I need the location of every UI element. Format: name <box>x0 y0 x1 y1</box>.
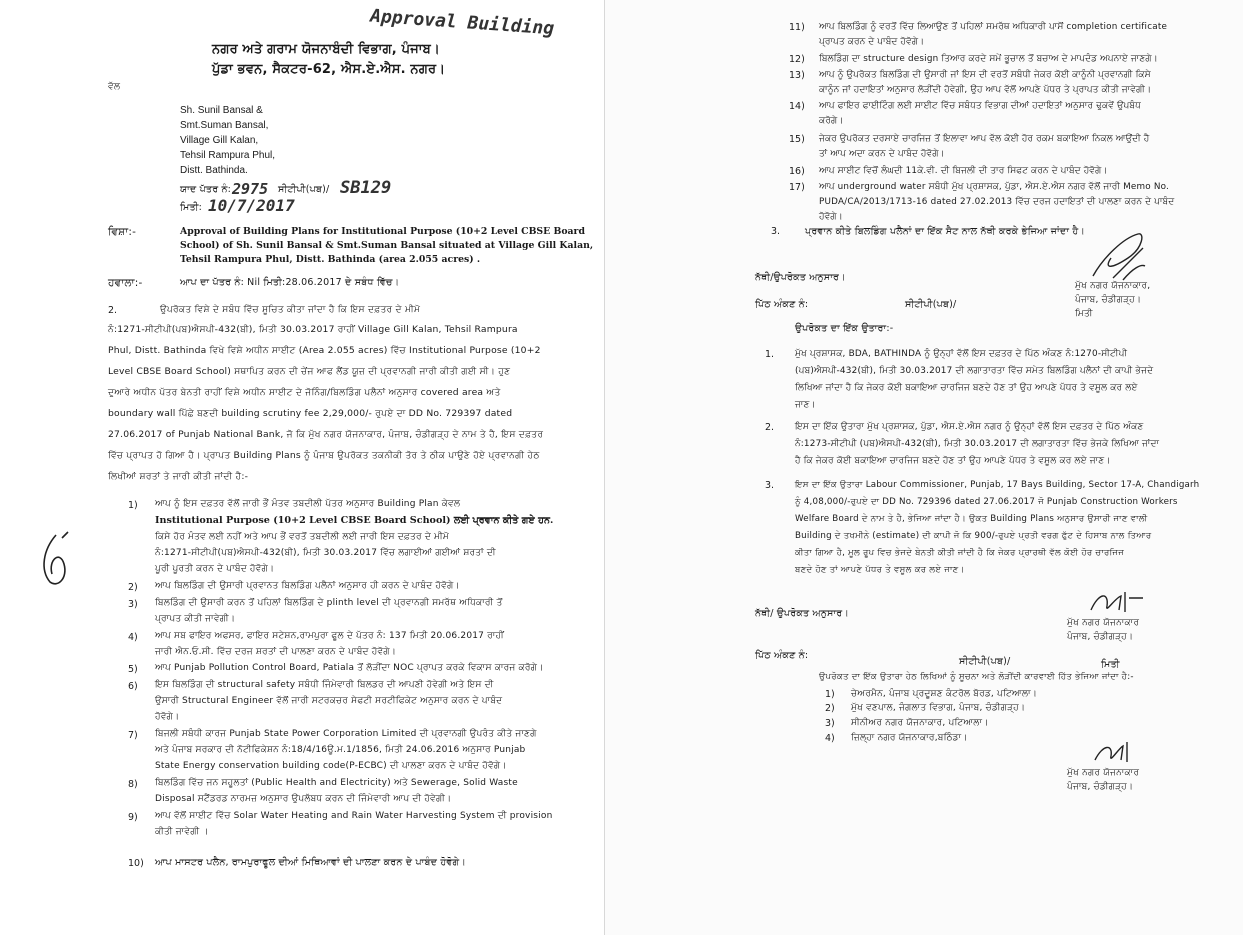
copy-line: ਨੰ:1273-ਸੀਟੀਪੀ (ਪਬ)ਐਸਪੀ-432(ਬੀ), ਮਿਤੀ 30.03.2017 ਦੀ ਲਗਾਤਾਰਤਾ ਵਿੱਚ ਭੇਜਕੇ ਲਿਖਿਆ ਜਾਂਦਾ <box>795 439 1160 449</box>
signatory-title: ਮੁੱਖ ਨਗਰ ਯੋਜਨਾਕਾਰ, <box>1075 281 1151 291</box>
condition-line: Disposal ਸਟੈਂਡਰਡ ਨਾਰਮਜ਼ ਅਨੁਸਾਰ ਉਪਲੱਬਧ ਕਰਨ ਦੀ ਜਿੰਮੇਵਾਰੀ ਆਪ ਦੀ ਹੋਵੇਗੀ। <box>155 794 452 804</box>
condition-number: 14) <box>789 101 805 112</box>
condition-line: ਕਾਨੂੰਨ ਜਾਂ ਹਦਾਇਤਾਂ ਅਨੁਸਾਰ ਲੋੜੀਂਦੀ ਹੋਵੇਗੀ, ਉਹ ਆਪ ਵੱਲੋਂ ਆਪਣੇ ਪੱਧਰ ਤੇ ਪ੍ਰਾਪਤ ਕੀਤੀ ਜਾਵੇਗੀ। <box>819 85 1152 95</box>
signatory-title: ਮੁੱਖ ਨਗਰ ਯੋਜਨਾਕਾਰ <box>1067 618 1140 628</box>
condition-line: ਪ੍ਰਾਪਤ ਕਰਨ ਦੇ ਪਾਬੰਦ ਹੋਵੋਗੇ। <box>819 37 925 47</box>
copy-line: ਲਿਖਿਆ ਜਾਂਦਾ ਹੈ ਕਿ ਜੇਕਰ ਕੋਈ ਬਕਾਇਆ ਚਾਰਜਿਜ ਬਣਦੇ ਹੋਣ ਤਾਂ ਉਹ ਆਪਣੇ ਪੱਧਰ ਤੇ ਵਸੂਲ ਕਰ ਲਏ <box>795 383 1138 393</box>
copy-line: (ਪਬ)ਐਸਪੀ-432(ਬੀ), ਮਿਤੀ 30.03.2017 ਦੀ ਲਗਾਤਾਰਤਾ ਵਿੱਚ ਸਮੇਤ ਬਿਲਡਿੰਗ ਪਲੈਨਾਂ ਦੀ ਕਾਪੀ ਭੇਜਦੇ <box>795 366 1154 376</box>
signature-icon <box>1091 740 1141 768</box>
condition-line: ਆਪ ਨੂੰ ਉਪਰੋਕਤ ਬਿਲਡਿੰਗ ਦੀ ਉਸਾਰੀ ਜਾਂ ਇਸ ਦੀ ਵਰਤੋਂ ਸਬੰਧੀ ਜੇਕਰ ਕੋਈ ਕਾਨੂੰਨੀ ਪ੍ਰਵਾਨਗੀ ਕਿਸੇ <box>819 70 1151 80</box>
condition-number: 9) <box>128 812 138 823</box>
memo-label: ਯਾਦ ਪੱਤਰ ਨੰ: <box>180 184 232 195</box>
condition-number: 16) <box>789 166 805 177</box>
para-line: ਉਪਰੋਕਤ ਵਿਸ਼ੇ ਦੇ ਸਬੰਧ ਵਿੱਚ ਸੂਚਿਤ ਕੀਤਾ ਜਾਂਦਾ ਹੈ ਕਿ ਇਸ ਦਫ਼ਤਰ ਦੇ ਮੀਮੋ <box>160 304 421 315</box>
signatory-place: ਪੰਜਾਬ, ਚੰਡੀਗੜ੍ਹ। <box>1067 632 1134 642</box>
condition-line: State Energy conservation building code(P-ECBC) ਦੀ ਪਾਲਣਾ ਕਰਨ ਦੇ ਪਾਬੰਦ ਹੋਵੋਗੇ। <box>155 761 507 771</box>
recipient-number: 3) <box>825 718 835 729</box>
para-line: ਦੁਆਰੇ ਅਧੀਨ ਪੱਤਰ ਬੇਨਤੀ ਰਾਹੀਂ ਵਿਸ਼ੇ ਅਧੀਨ ਸਾਈਟ ਦੇ ਜੋਨਿੰਗ/ਬਿਲਡਿੰਗ ਪਲੈਨਾਂ ਅਨੁਸਾਰ covered area ਅਤੇ <box>108 387 501 398</box>
condition-line: ਬਿਜਲੀ ਸਬੰਧੀ ਕਾਰਜ Punjab State Power Corporation Limited ਦੀ ਪ੍ਰਵਾਨਗੀ ਉਪਰੰਤ ਕੀਤੇ ਜਾਣਗੇ <box>155 729 537 739</box>
addressee-line: Distt. Bathinda. <box>180 165 248 176</box>
condition-line: ਆਪ ਵੱਲੋਂ ਸਾਈਟ ਵਿੱਚ Solar Water Heating and Rain Water Harvesting System ਦੀ provision <box>155 811 553 821</box>
recipient-number: 4) <box>825 733 835 744</box>
condition-line: ਜਾਰੀ ਐਨ.ਓ.ਸੀ. ਵਿੱਚ ਦਰਜ ਸ਼ਰਤਾਂ ਦੀ ਪਾਲਣਾ ਕਰਨ ਦੇ ਪਾਬੰਦ ਹੋਵੋਗੇ। <box>155 647 397 657</box>
condition-number: 8) <box>128 779 138 790</box>
para-line: Phul, Distt. Bathinda ਵਿਖੇ ਵਿਸ਼ੇ ਅਧੀਨ ਸਾਈਟ (Area 2.055 acres) ਵਿੱਚ Institutional Purpose (10+2 <box>108 345 541 356</box>
condition-number: 5) <box>128 664 138 675</box>
condition-line: ਕਰੋਗੇ। <box>819 116 844 126</box>
left-page <box>0 0 600 935</box>
condition-number: 10) <box>128 858 144 869</box>
signatory-date-label: ਮਿਤੀ <box>1075 309 1093 319</box>
signatory-place: ਪੰਜਾਬ, ਚੰਡੀਗੜ੍ਹ। <box>1075 295 1142 305</box>
recipient-number: 2) <box>825 703 835 714</box>
para-line: Level CBSE Board School) ਸਥਾਪਿਤ ਕਰਨ ਦੀ ਚੇਂਜ ਆਫ ਲੈਂਡ ਯੂਜ਼ ਦੀ ਪ੍ਰਵਾਨਗੀ ਜਾਰੀ ਕੀਤੀ ਗਈ ਸੀ। ਹੁਣ <box>108 366 511 377</box>
recipient-text: ਚੇਅਰਮੈਨ, ਪੰਜਾਬ ਪ੍ਰਦੂਸ਼ਣ ਕੰਟਰੋਲ ਬੋਰਡ, ਪਟਿਆਲਾ। <box>851 689 1038 699</box>
recipient-number: 1) <box>825 689 835 700</box>
condition-number: 3) <box>128 599 138 610</box>
condition-number: 7) <box>128 730 138 741</box>
right-page <box>604 0 1243 935</box>
condition-number: 4) <box>128 632 138 643</box>
condition-line: ਬਿਲਡਿੰਗ ਦਾ structure design ਤਿਆਰ ਕਰਦੇ ਸਮੇਂ ਭੂਚਾਲ ਤੋਂ ਬਚਾਅ ਦੇ ਮਾਪਦੰਡ ਅਪਨਾਏ ਜਾਣਗੇ। <box>819 54 1158 64</box>
condition-number: 15) <box>789 134 805 145</box>
copy-line: Building ਦੇ ਤਖਮੀਨੇ (estimate) ਦੀ ਕਾਪੀ ਜੋ ਕਿ 900/-ਰੁਪਏ ਪ੍ਰਤੀ ਵਰਗ ਫੁੱਟ ਦੇ ਹਿਸਾਬ ਨਾਲ ਤਿਆਰ <box>795 531 1152 541</box>
copy-line: ਹੈ ਕਿ ਜੇਕਰ ਕੋਈ ਬਕਾਇਆ ਚਾਰਜਿਜ ਬਣਦੇ ਹੋਣ ਤਾਂ ਉਹ ਆਪਣੇ ਪੱਧਰ ਤੇ ਵਸੂਲ ਕਰ ਲਏ ਜਾਣ। <box>795 456 1111 466</box>
condition-line: ਉਸਾਰੀ Structural Engineer ਵੱਲੋਂ ਜਾਰੀ ਸਟਰਕਚਰ ਸੇਫਟੀ ਸਰਟੀਫਿਕੇਟ ਅਨੁਸਾਰ ਕਰਨ ਦੇ ਪਾਬੰਦ <box>155 696 503 706</box>
condition-line: ਕੀਤੀ ਜਾਵੇਗੀ । <box>155 827 209 837</box>
condition-line: ਅਤੇ ਪੰਜਾਬ ਸਰਕਾਰ ਦੀ ਨੋਟੀਫਿਕੇਸ਼ਨ ਨੰ:18/4/16ਊ.ਮ.1/1856, ਮਿਤੀ 24.06.2016 ਅਨੁਸਾਰ Punjab <box>155 745 526 755</box>
handwritten-note: Approval Building <box>369 5 555 40</box>
memo-date-label: ਮਿਤੀ: <box>180 202 203 213</box>
department-address: ਪੁੱਡਾ ਭਵਨ, ਸੈਕਟਰ-62, ਐਸ.ਏ.ਐਸ. ਨਗਰ। <box>212 62 446 77</box>
copy-line: ਕੀਤਾ ਗਿਆ ਹੈ, ਮੂਲ ਰੂਪ ਵਿਚ ਭੇਜਦੇ ਬੇਨਤੀ ਕੀਤੀ ਜਾਂਦੀ ਹੈ ਕਿ ਜੇਕਰ ਪ੍ਰਾਰਥੀ ਵੱਲ ਕੋਈ ਹੋਰ ਚਾਰਜਿਜ <box>795 548 1125 558</box>
condition-line: ਆਪ ਫਾਇਰ ਫਾਈਟਿੰਗ ਲਈ ਸਾਈਟ ਵਿੱਚ ਸਬੰਧਤ ਵਿਭਾਗ ਦੀਆਂ ਹਦਾਇਤਾਂ ਅਨੁਸਾਰ ਢੁਕਵੇਂ ਉਪਬੰਧ <box>819 101 1141 111</box>
para-line: ਨੰ:1271-ਸੀਟੀਪੀ(ਪਬ)ਐਸਪੀ-432(ਬੀ), ਮਿਤੀ 30.03.2017 ਰਾਹੀਂ Village Gill Kalan, Tehsil Rampura <box>108 324 518 335</box>
condition-number: 13) <box>789 70 805 81</box>
condition-line: ਤਾਂ ਆਪ ਅਦਾ ਕਰਨ ਦੇ ਪਾਬੰਦ ਹੋਵੋਗੇ। <box>819 149 945 159</box>
condition-line: ਆਪ ਬਿਲਡਿੰਗ ਨੂੰ ਵਰਤੋਂ ਵਿੱਚ ਲਿਆਉਣ ਤੋਂ ਪਹਿਲਾਂ ਸਮਰੱਥ ਅਧਿਕਾਰੀ ਪਾਸੋਂ completion certificate <box>819 22 1168 32</box>
recipient-text: ਮੁੱਖ ਵਣਪਾਲ, ਜੰਗਲਾਤ ਵਿਭਾਗ, ਪੰਜਾਬ, ਚੰਡੀਗੜ੍ਹ। <box>851 703 1026 713</box>
recipient-text: ਸੀਨੀਅਰ ਨਗਰ ਯੋਜਨਾਕਾਰ, ਪਟਿਆਲਾ। <box>851 718 989 728</box>
condition-line: ਬਿਲਡਿੰਗ ਦੀ ਉਸਾਰੀ ਕਰਨ ਤੋਂ ਪਹਿਲਾਂ ਬਿਲਡਿੰਗ ਦੇ plinth level ਦੀ ਪ੍ਰਵਾਨਗੀ ਸਮਰੱਥ ਅਧਿਕਾਰੀ ਤੋਂ <box>155 598 503 608</box>
signature-icon <box>1085 588 1145 618</box>
recipient-text: ਜ਼ਿਲ੍ਹਾ ਨਗਰ ਯੋਜਨਾਕਾਰ,ਬਠਿੰਡਾ। <box>851 733 968 743</box>
copy-line: ਇਸ ਦਾ ਇੱਕ ਉਤਾਰਾ Labour Commissioner, Punjab, 17 Bays Building, Sector 17-A, Chandigarh <box>795 480 1200 490</box>
copy-intro: ਉਪਰੋਕਤ ਦਾ ਇੱਕ ਉਤਾਰਾ ਹੇਠ ਲਿਖਿਆਂ ਨੂੰ ਸੂਚਨਾ ਅਤੇ ਲੋੜੀਂਦੀ ਕਾਰਵਾਈ ਹਿੱਤ ਭੇਜਿਆ ਜਾਂਦਾ ਹੈ:- <box>819 672 1134 682</box>
copy-line: ਨੂੰ 4,08,000/-ਰੁਪਏ ਦਾ DD No. 729396 dated 27.06.2017 ਜੋ Punjab Construction Workers <box>795 497 1178 507</box>
copy-number: 2. <box>765 422 775 433</box>
para-3-text: ਪ੍ਰਵਾਨ ਕੀਤੇ ਬਿਲਡਿੰਗ ਪਲੈਨਾਂ ਦਾ ਇੱਕ ਸੈਟ ਨਾਲ ਨੱਥੀ ਕਰਕੇ ਭੇਜਿਆ ਜਾਂਦਾ ਹੈ। <box>805 226 1085 237</box>
subject-line: Approval of Building Plans for Institutional Purpose (10+2 Level CBSE Board <box>180 226 585 237</box>
para-number: 2. <box>108 305 118 316</box>
para-line: ਵਿੱਚ ਪ੍ਰਾਪਤ ਹੋ ਗਿਆ ਹੈ। ਪ੍ਰਾਪਤ Building Plans ਨੂੰ ਪੰਜਾਬ ਉਪਰੋਕਤ ਤਕਨੀਕੀ ਤੋਰ ਤੇ ਠੀਕ ਪਾਉਣੇ ਹੋਏ ਪ੍ਰਵਾਨਗੀ ਹੇਠ <box>108 450 540 461</box>
memo-number-handwritten: 2975 <box>232 180 269 198</box>
condition-line: ਆਪ ਸਾਈਟ ਵਿਚੋਂ ਲੰਘਦੀ 11ਕੇ.ਵੀ. ਦੀ ਬਿਜਲੀ ਦੀ ਤਾਰ ਸਿਫਟ ਕਰਨ ਦੇ ਪਾਬੰਦ ਹੋਵੋਗੇ। <box>819 166 1108 176</box>
condition-line: PUDA/CA/2013/1713-16 dated 27.02.2013 ਵਿੱਚ ਦਰਜ ਹਦਾਇਤਾਂ ਦੀ ਪਾਲਣਾ ਕਰਨ ਦੇ ਪਾਬੰਦ <box>819 197 1175 207</box>
to-label: ਵੱਲ <box>108 82 121 92</box>
enclosure-note: ਨੱਥੀ/ਉਪਰੋਕਤ ਅਨੁਸਾਰ। <box>755 272 846 283</box>
condition-line: ਕਿਸੇ ਹੋਰ ਮੰਤਵ ਲਈ ਨਹੀਂ ਅਤੇ ਆਪ ਭੌਂ ਵਰਤੋਂ ਤਬਦੀਲੀ ਲਈ ਜਾਰੀ ਇਸ ਦਫ਼ਤਰ ਦੇ ਮੀਮੋ <box>155 532 449 542</box>
condition-line: ਜੇਕਰ ਉਪਰੋਕਤ ਦਰਸਾਏ ਚਾਰਜਿਜ਼ ਤੋਂ ਇਲਾਵਾ ਆਪ ਵੱਲ ਕੋਈ ਹੋਰ ਰਕਮ ਬਕਾਇਆ ਨਿਕਲ ਆਉਂਦੀ ਹੈ <box>819 134 1150 144</box>
addressee-line: Tehsil Rampura Phul, <box>180 150 276 161</box>
para-number: 3. <box>771 226 781 237</box>
condition-number: 6) <box>128 681 138 692</box>
condition-line: ਹੋਵੋਗੇ। <box>155 712 180 722</box>
condition-line: ਪ੍ਰਾਪਤ ਕੀਤੀ ਜਾਵੇਗੀ। <box>155 614 236 624</box>
endorsement-label: ਪਿੱਠ ਅੰਕਣ ਨੰ: <box>755 299 809 310</box>
memo-date-handwritten: 10/7/2017 <box>208 196 295 215</box>
reference-text: ਆਪ ਦਾ ਪੱਤਰ ਨੰ: Nil ਮਿਤੀ:28.06.2017 ਦੇ ਸਬੰਧ ਵਿੱਚ। <box>180 277 400 288</box>
addressee-line: Smt.Suman Bansal, <box>180 120 269 131</box>
endorsement-number: ਸੀਟੀਪੀ(ਪਬ)/ <box>959 656 1011 667</box>
signatory-place: ਪੰਜਾਬ, ਚੰਡੀਗੜ੍ਹ। <box>1067 782 1134 792</box>
copy-line: ਮੁੱਖ ਪ੍ਰਸ਼ਾਸਕ, BDA, BATHINDA ਨੂੰ ਉਨ੍ਹਾਂ ਵੱਲੋਂ ਇਸ ਦਫ਼ਤਰ ਦੇ ਪਿੱਠ ਅੰਕਣ ਨੰ:1270-ਸੀਟੀਪੀ <box>795 349 1128 359</box>
condition-line: ਆਪ underground water ਸਬੰਧੀ ਮੁੱਖ ਪ੍ਰਸ਼ਾਸਕ, ਪੁੱਡਾ, ਐਸ.ਏ.ਐਸ ਨਗਰ ਵੱਲੋਂ ਜਾਰੀ Memo No. <box>819 182 1170 192</box>
copy-intro: ਉਪਰੋਕਤ ਦਾ ਇੱਕ ਉਤਾਰਾ:- <box>795 323 894 334</box>
addressee-line: Sh. Sunil Bansal & <box>180 105 263 116</box>
signature-icon <box>1083 228 1153 283</box>
department-name: ਨਗਰ ਅਤੇ ਗਰਾਮ ਯੋਜਨਾਬੰਦੀ ਵਿਭਾਗ, ਪੰਜਾਬ। <box>212 42 440 57</box>
condition-line: ਪੂਰੀ ਪੂਰਤੀ ਕਰਨ ਦੇ ਪਾਬੰਦ ਹੋਵੋਗੇ। <box>155 564 275 574</box>
condition-line: ਆਪ ਮਾਸਟਰ ਪਲੈਨ, ਰਾਮਪੁਰਾਫੂਲ ਦੀਆਂ ਮਿਥਿਆਵਾਂ ਦੀ ਪਾਲਣਾ ਕਰਨ ਦੇ ਪਾਬੰਦ ਹੋਵੋਗੇ। <box>155 857 466 868</box>
condition-line: ਹੋਵੋਗੇ। <box>819 212 843 222</box>
margin-initials-icon <box>38 530 78 590</box>
condition-line: ਆਪ ਨੂੰ ਇਸ ਦਫ਼ਤਰ ਵੱਲੋਂ ਜਾਰੀ ਭੌਂ ਮੰਤਵ ਤਬਦੀਲੀ ਪੱਤਰ ਅਨੁਸਾਰ Building Plan ਕੇਵਲ <box>155 499 461 509</box>
signatory-title: ਮੁੱਖ ਨਗਰ ਯੋਜਨਾਕਾਰ <box>1067 768 1140 778</box>
condition-line: ਆਪ ਸਬ ਫਾਇਰ ਅਫਸਰ, ਫਾਇਰ ਸਟੇਸ਼ਨ,ਰਾਮਪੁਰਾ ਫੂਲ ਦੇ ਪੱਤਰ ਨੰ: 137 ਮਿਤੀ 20.06.2017 ਰਾਹੀਂ <box>155 631 504 641</box>
condition-line: ਆਪ ਬਿਲਡਿੰਗ ਦੀ ਉਸਾਰੀ ਪ੍ਰਵਾਨਤ ਬਿਲਡਿੰਗ ਪਲੈਨਾਂ ਅਨੁਸਾਰ ਹੀ ਕਰਨ ਦੇ ਪਾਬੰਦ ਹੋਵੋਗੇ। <box>155 581 460 591</box>
subject-line: School) of Sh. Sunil Bansal & Smt.Suman Bansal situated at Village Gill Kalan, <box>180 240 594 251</box>
endorsement-label: ਪਿੱਠ ਅੰਕਣ ਨੰ: <box>755 650 809 661</box>
memo-suffix-handwritten: SB129 <box>340 178 392 198</box>
condition-line: ਆਪ Punjab Pollution Control Board, Patiala ਤੋਂ ਲੋੜੀਂਦਾ NOC ਪ੍ਰਾਪਤ ਕਰਕੇ ਵਿਕਾਸ ਕਾਰਜ ਕਰੋਗੇ। <box>155 663 544 673</box>
copy-line: ਬਣਦੇ ਹੋਣ ਤਾਂ ਆਪਣੇ ਪੱਧਰ ਤੇ ਵਸੂਲ ਕਰ ਲਏ ਜਾਣ। <box>795 565 965 575</box>
condition-number: 1) <box>128 500 138 511</box>
copy-line: ਜਾਣ। <box>795 400 816 410</box>
endorsement-number: ਸੀਟੀਪੀ(ਪਬ)/ <box>905 299 957 310</box>
condition-line: ਨੰ:1271-ਸੀਟੀਪੀ(ਪਬ)ਐਸਪੀ-432(ਬੀ), ਮਿਤੀ 30.03.2017 ਵਿੱਚ ਲਗਾਈਆਂ ਗਈਆਂ ਸ਼ਰਤਾਂ ਦੀ <box>155 548 496 558</box>
condition-number: 2) <box>128 582 138 593</box>
addressee-line: Village Gill Kalan, <box>180 135 259 146</box>
enclosure-note: ਨੱਥੀ/ ਉਪਰੋਕਤ ਅਨੁਸਾਰ। <box>755 608 849 619</box>
memo-middle: ਸੀਟੀਪੀ(ਪਬ)/ <box>278 184 330 195</box>
condition-number: 17) <box>789 182 805 193</box>
condition-number: 11) <box>789 22 805 33</box>
condition-line: Institutional Purpose (10+2 Level CBSE Board School) ਲਈ ਪ੍ਰਵਾਨ ਕੀਤੇ ਗਏ ਹਨ. <box>155 515 554 526</box>
subject-label: ਵਿਸ਼ਾ:- <box>108 226 137 238</box>
para-line: ਲਿਖੀਆਂ ਸ਼ਰਤਾਂ ਤੇ ਜਾਰੀ ਕੀਤੀ ਜਾਂਦੀ ਹੈ:- <box>108 471 249 482</box>
para-line: 27.06.2017 of Punjab National Bank, ਜੋ ਕਿ ਮੁੱਖ ਨਗਰ ਯੋਜਨਾਕਾਰ, ਪੰਜਾਬ, ਚੰਡੀਗੜ੍ਹ ਦੇ ਨਾਮ ਤੇ ਹੈ, ਇਸ ਦਫ਼ਤਰ <box>108 429 544 440</box>
copy-number: 3. <box>765 480 775 491</box>
copy-line: ਇਸ ਦਾ ਇੱਕ ਉਤਾਰਾ ਮੁੱਖ ਪ੍ਰਸ਼ਾਸਕ, ਪੁੱਡਾ, ਐਸ.ਏ.ਐਸ ਨਗਰ ਨੂੰ ਉਨ੍ਹਾਂ ਵੱਲੋਂ ਇਸ ਦਫ਼ਤਰ ਦੇ ਪਿੱਠ ਅੰਕਣ <box>795 422 1144 432</box>
condition-line: ਬਿਲਡਿੰਗ ਵਿੱਚ ਜਨ ਸਹੂਲਤਾਂ (Public Health and Electricity) ਅਤੇ Sewerage, Solid Waste <box>155 778 518 788</box>
copy-line: Welfare Board ਦੇ ਨਾਮ ਤੇ ਹੈ, ਭੇਜਿਆ ਜਾਂਦਾ ਹੈ। ਉਕਤ Building Plans ਅਨੁਸਾਰ ਉਸਾਰੀ ਜਾਣ ਵਾਲੀ <box>795 514 1148 524</box>
endorsement-date-label: ਮਿਤੀ <box>1101 659 1120 670</box>
subject-line: Tehsil Rampura Phul, Distt. Bathinda (area 2.055 acres) . <box>180 254 481 265</box>
para-line: boundary wall ਪਿੱਛੇ ਬਣਦੀ building scrutiny fee 2,29,000/- ਰੁਪਏ ਦਾ DD No. 729397 dated <box>108 408 513 419</box>
condition-line: ਇਸ ਬਿਲਡਿੰਗ ਦੀ structural safety ਸਬੰਧੀ ਜਿੰਮੇਵਾਰੀ ਬਿਲਡਰ ਦੀ ਆਪਣੀ ਹੋਵੇਗੀ ਅਤੇ ਇਸ ਦੀ <box>155 680 494 690</box>
reference-label: ਹਵਾਲਾ:- <box>108 277 143 289</box>
copy-number: 1. <box>765 349 775 360</box>
condition-number: 12) <box>789 54 805 65</box>
